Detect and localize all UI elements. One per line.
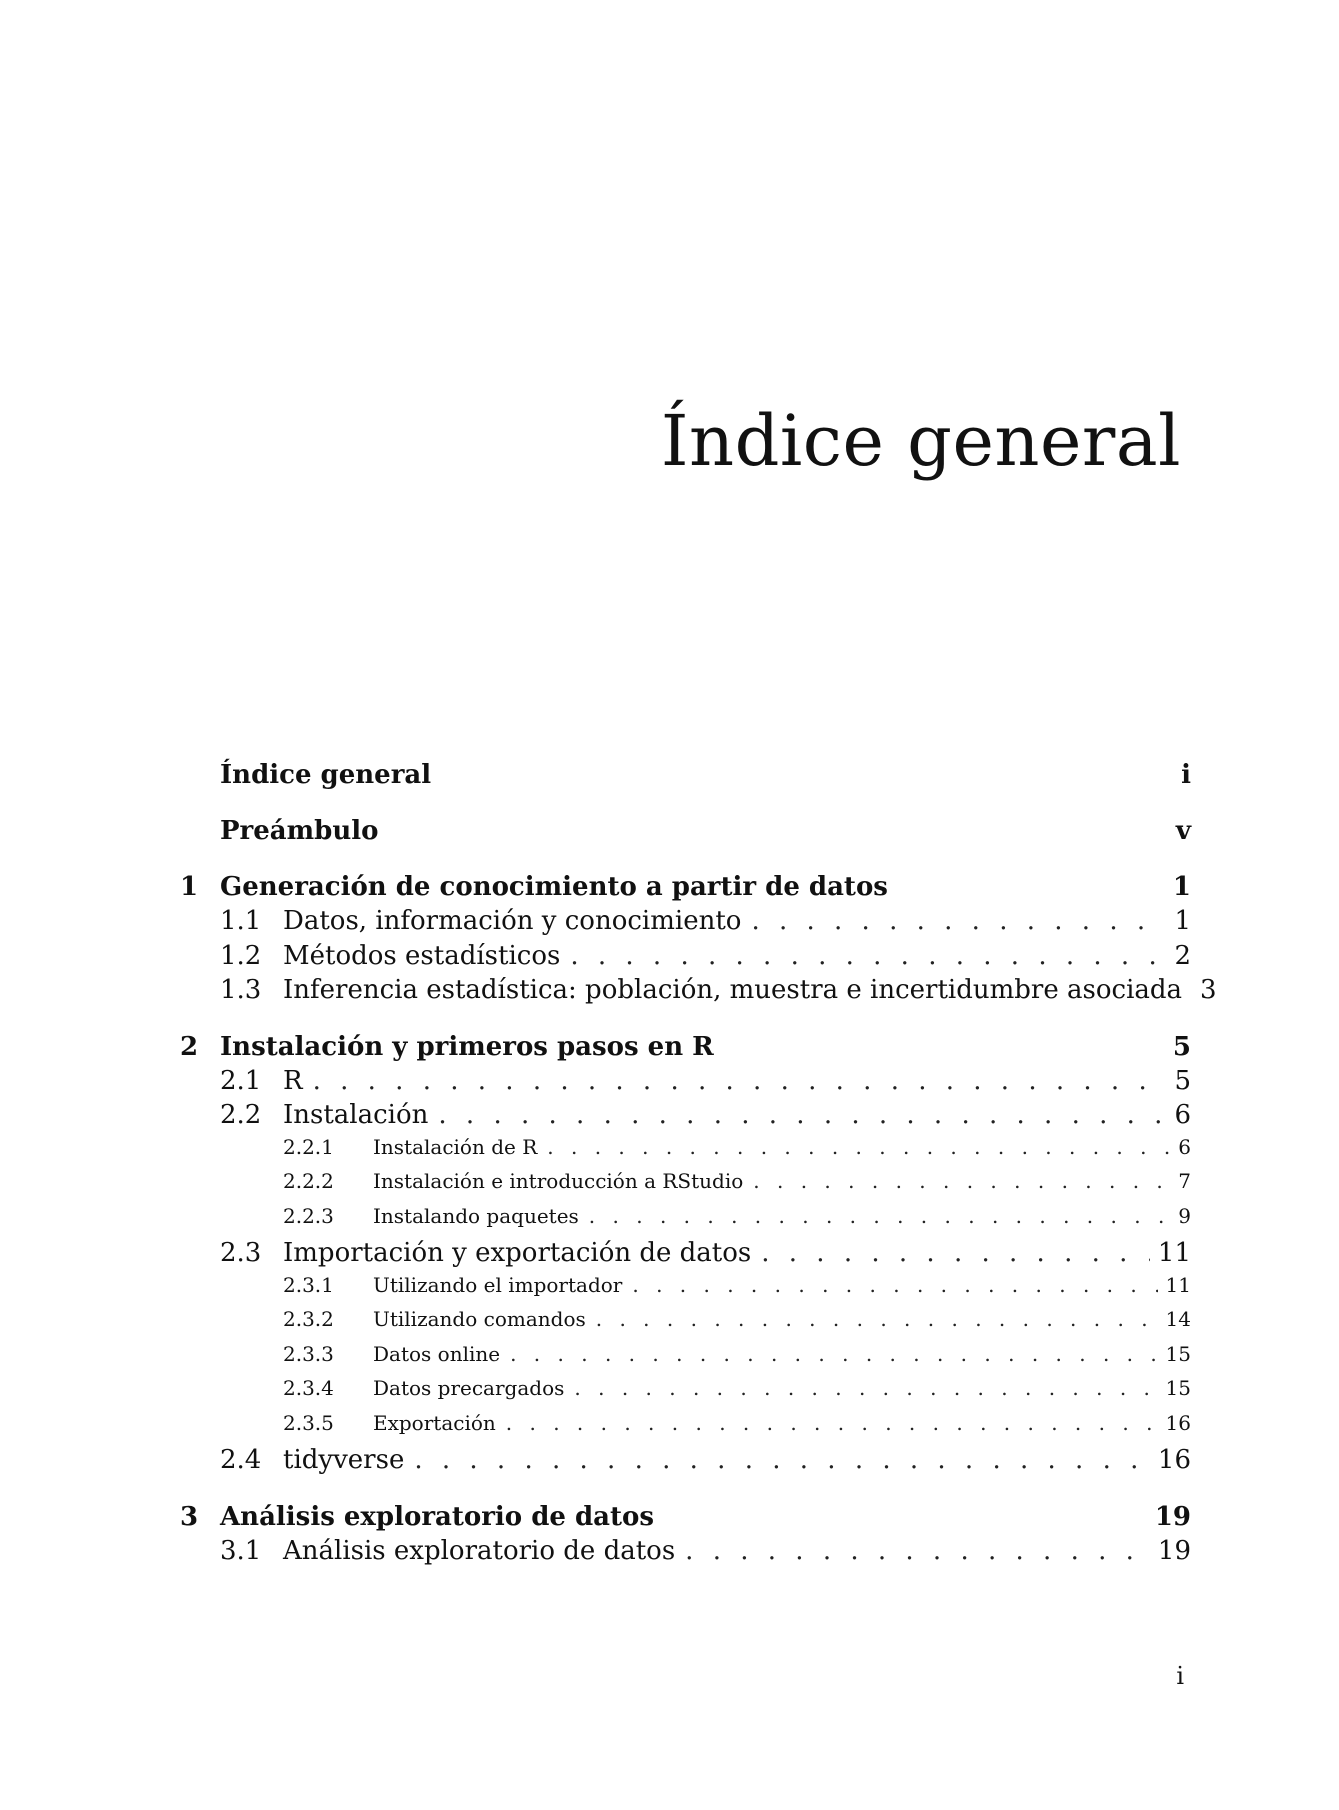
toc-entry-title: Datos online	[373, 1342, 506, 1366]
toc-entry[interactable]	[180, 1169, 1191, 1204]
toc-leader-dots	[585, 1204, 1170, 1228]
toc-entry-title: Utilizando comandos	[373, 1307, 592, 1331]
toc-entry[interactable]	[180, 906, 1191, 941]
toc-entry[interactable]	[180, 816, 1191, 850]
toc-entry[interactable]	[180, 975, 1217, 1010]
toc-entry-number: 2.3.1	[283, 1272, 334, 1297]
toc-leader-dots	[592, 1307, 1158, 1331]
toc-entry[interactable]	[180, 1032, 1191, 1066]
toc-entry[interactable]	[180, 1238, 1191, 1273]
toc-entry[interactable]	[180, 1502, 1191, 1536]
toc-entry-page: 15	[1165, 1376, 1191, 1400]
toc-leader-dots	[757, 1238, 1150, 1268]
toc-entry-page: 14	[1165, 1307, 1191, 1331]
toc-leader-dots	[566, 941, 1166, 971]
toc-entry-number: 1.1	[220, 906, 262, 936]
toc-entry[interactable]	[180, 1204, 1191, 1239]
toc-entry[interactable]	[180, 1376, 1191, 1411]
toc-entry[interactable]	[180, 941, 1191, 976]
toc-entry[interactable]	[180, 1536, 1191, 1571]
toc-entry-number: 2.3.3	[283, 1341, 334, 1366]
toc-entry-title: R	[283, 1066, 309, 1096]
toc-entry-title: Utilizando el importador	[373, 1273, 628, 1297]
toc-entry-title: Instalación y primeros pasos en R	[220, 1032, 720, 1062]
toc-entry-title: Preámbulo	[220, 816, 384, 846]
toc-entry[interactable]	[180, 1066, 1191, 1101]
toc-entry-page: 5	[1172, 1031, 1191, 1062]
toc-entry-page: 3	[1200, 975, 1217, 1005]
toc-entry-number: 2.2.3	[283, 1203, 334, 1228]
toc-entry-page: 19	[1154, 1501, 1191, 1532]
toc-entry-page: 15	[1165, 1341, 1191, 1366]
toc-entry-title: Importación y exportación de datos	[283, 1238, 757, 1268]
toc-entry-page: 16	[1157, 1445, 1191, 1475]
toc-entry[interactable]	[180, 1273, 1191, 1308]
toc-entry-number: 3.1	[220, 1535, 262, 1566]
toc-entry-title: Instalación	[283, 1100, 434, 1130]
toc-entry-title: Datos, información y conocimiento	[283, 906, 747, 936]
toc-entry-page: v	[1175, 816, 1191, 846]
toc-entry-page: 2	[1174, 940, 1191, 971]
toc-entry-title: Instalando paquetes	[373, 1204, 585, 1228]
page-title: Índice general	[660, 400, 1181, 482]
toc-entry-title: Datos precargados	[373, 1376, 570, 1400]
toc-entry-number: 2.4	[220, 1445, 262, 1475]
toc-entry-title: Análisis exploratorio de datos	[220, 1502, 660, 1532]
toc-entry[interactable]	[180, 1100, 1191, 1135]
toc-entry-page: 6	[1178, 1134, 1191, 1159]
toc-entry-title: Generación de conocimiento a partir de datos	[220, 872, 894, 902]
toc-entry-title: Exportación	[373, 1411, 502, 1435]
toc-entry[interactable]	[180, 1307, 1191, 1342]
toc-entry[interactable]	[180, 1445, 1191, 1480]
toc-entry-title: tidyverse	[283, 1445, 410, 1475]
toc-entry-number: 2.1	[220, 1065, 262, 1096]
toc-leader-dots	[309, 1066, 1167, 1096]
toc-entry-page: 5	[1174, 1065, 1191, 1096]
toc-leader-dots	[749, 1169, 1170, 1193]
toc-entry[interactable]	[180, 1411, 1191, 1446]
toc-entry-title: Inferencia estadística: población, muestra e incertidumbre asociada	[283, 975, 1188, 1005]
toc-entry[interactable]	[180, 1135, 1191, 1170]
toc-entry-number: 2.2.1	[283, 1134, 334, 1159]
toc-entry-page: 11	[1165, 1272, 1191, 1297]
toc-leader-dots	[410, 1445, 1150, 1475]
toc-entry-title: Índice general	[220, 760, 437, 790]
toc-entry-number: 1.2	[220, 940, 262, 971]
toc-entry-number: 3	[180, 1501, 199, 1532]
toc-entry[interactable]	[180, 1342, 1191, 1377]
table-of-contents	[180, 760, 1217, 1570]
toc-entry-page: i	[1181, 760, 1191, 790]
toc-leader-dots	[628, 1273, 1157, 1297]
toc-entry-page: 19	[1157, 1535, 1191, 1566]
toc-leader-dots	[506, 1342, 1157, 1366]
toc-entry-number: 1	[180, 872, 199, 902]
page-number: i	[1176, 1662, 1184, 1690]
toc-entry-number: 2.2	[220, 1100, 262, 1130]
toc-entry-page: 11	[1157, 1238, 1191, 1268]
toc-entry[interactable]	[180, 760, 1191, 794]
toc-entry-title: Métodos estadísticos	[283, 941, 566, 971]
toc-entry-page: 7	[1178, 1169, 1191, 1193]
toc-leader-dots	[747, 906, 1166, 936]
toc-entry-number: 2.3.2	[283, 1307, 334, 1331]
toc-entry-title: Análisis exploratorio de datos	[283, 1536, 681, 1566]
toc-leader-dots	[570, 1376, 1157, 1400]
toc-leader-dots	[543, 1135, 1170, 1159]
toc-leader-dots	[502, 1411, 1158, 1435]
toc-leader-dots	[681, 1536, 1150, 1566]
toc-entry-number: 2.3.5	[283, 1410, 334, 1435]
toc-entry-page: 9	[1178, 1203, 1191, 1228]
toc-entry-number: 2	[180, 1031, 199, 1062]
toc-entry-page: 16	[1165, 1410, 1191, 1435]
toc-entry-page: 1	[1172, 872, 1191, 902]
toc-entry-number: 1.3	[220, 975, 262, 1005]
toc-entry-page: 6	[1174, 1100, 1191, 1130]
toc-entry-title: Instalación de R	[373, 1135, 543, 1159]
toc-entry-number: 2.3.4	[283, 1376, 334, 1400]
toc-entry-number: 2.2.2	[283, 1169, 334, 1193]
toc-entry[interactable]	[180, 872, 1191, 906]
toc-entry-number: 2.3	[220, 1238, 262, 1268]
toc-entry-title: Instalación e introducción a RStudio	[373, 1169, 749, 1193]
toc-entry-page: 1	[1174, 906, 1191, 936]
toc-leader-dots	[434, 1100, 1166, 1130]
